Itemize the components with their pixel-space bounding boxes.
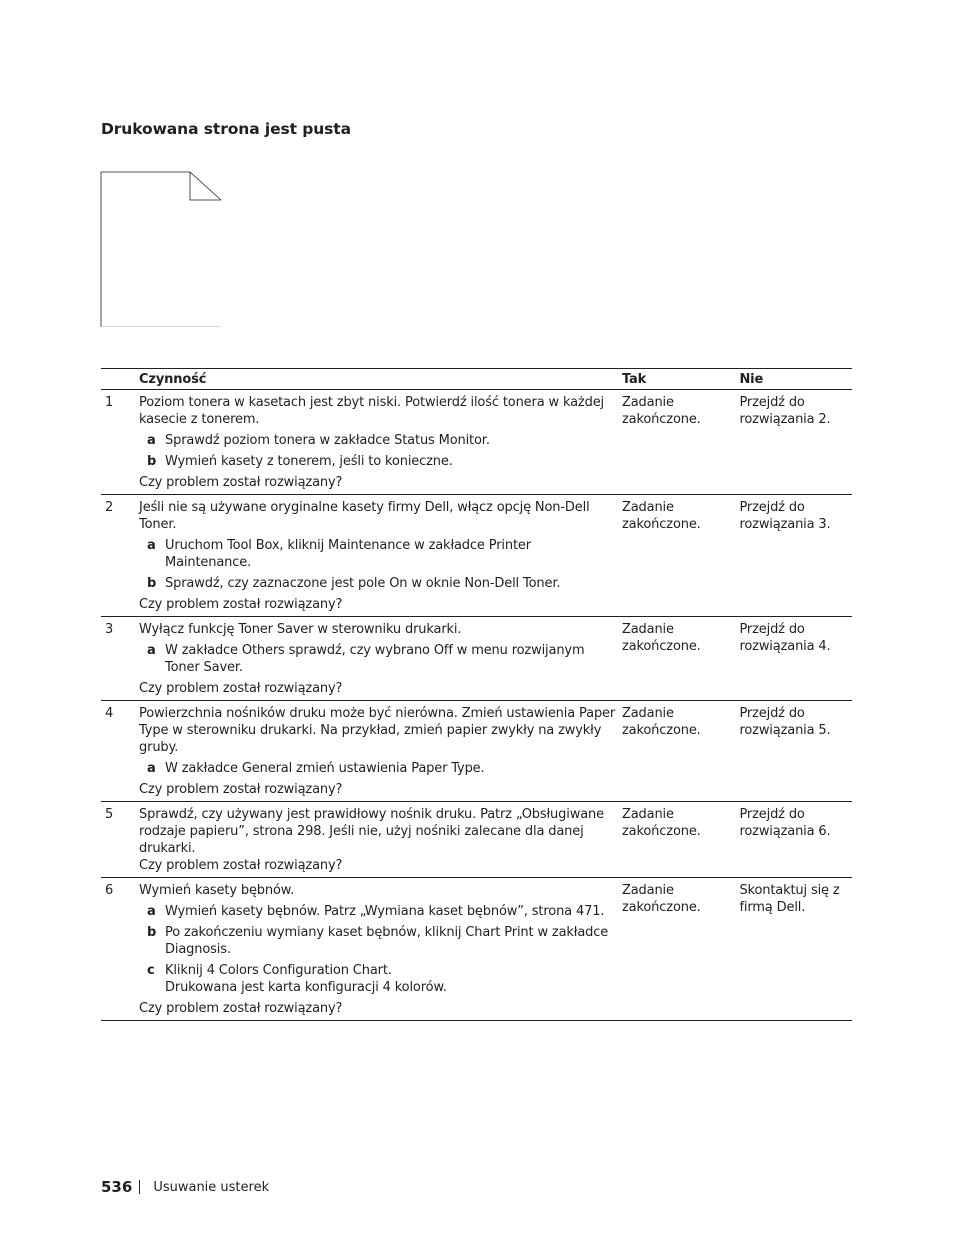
step bbox=[139, 575, 618, 592]
step bbox=[139, 903, 618, 920]
row-no: Przejdź do rozwiązania 5. bbox=[739, 701, 852, 802]
step-note: Drukowana jest karta konfiguracji 4 kolorów. bbox=[165, 980, 447, 995]
row-number: 1 bbox=[101, 390, 139, 495]
row-question: Czy problem został rozwiązany? bbox=[139, 782, 343, 797]
step-label: a bbox=[147, 643, 156, 658]
blank-page-illustration bbox=[100, 171, 224, 329]
row-no: Przejdź do rozwiązania 4. bbox=[739, 617, 852, 701]
row-action bbox=[139, 802, 622, 878]
step-label: a bbox=[147, 761, 156, 776]
step-text: W zakładce Others sprawdź, czy wybrano Off w menu rozwijanym Toner Saver. bbox=[165, 643, 585, 675]
table-row bbox=[101, 495, 852, 617]
step-label: b bbox=[147, 925, 157, 940]
step bbox=[139, 962, 618, 996]
page-number: 536 bbox=[101, 1178, 133, 1196]
footer-section: Usuwanie usterek bbox=[153, 1179, 270, 1195]
row-number: 2 bbox=[101, 495, 139, 617]
header-action: Czynność bbox=[139, 369, 622, 390]
row-intro: Wymień kasety bębnów. bbox=[139, 883, 295, 898]
footer-divider bbox=[139, 1180, 140, 1194]
step bbox=[139, 453, 618, 470]
step-text: Uruchom Tool Box, kliknij Maintenance w zakładce Printer Maintenance. bbox=[165, 538, 531, 570]
step bbox=[139, 924, 618, 958]
step-label: a bbox=[147, 904, 156, 919]
step-label: b bbox=[147, 454, 157, 469]
row-intro: Jeśli nie są używane oryginalne kasety firmy Dell, włącz opcję Non-Dell Toner. bbox=[139, 500, 590, 532]
row-action bbox=[139, 701, 622, 802]
header-no: Nie bbox=[739, 369, 852, 390]
row-number: 3 bbox=[101, 617, 139, 701]
row-number: 4 bbox=[101, 701, 139, 802]
row-question: Czy problem został rozwiązany? bbox=[139, 1001, 343, 1016]
row-yes: Zadanie zakończone. bbox=[622, 878, 739, 1021]
table-row bbox=[101, 878, 852, 1021]
row-intro: Wyłącz funkcję Toner Saver w sterowniku drukarki. bbox=[139, 622, 462, 637]
step-text: Po zakończeniu wymiany kaset bębnów, kliknij Chart Print w zakładce Diagnosis. bbox=[165, 925, 609, 957]
step bbox=[139, 642, 618, 676]
row-question: Czy problem został rozwiązany? bbox=[139, 858, 343, 873]
header-number bbox=[101, 369, 139, 390]
step-text-group bbox=[165, 962, 618, 996]
row-yes: Zadanie zakończone. bbox=[622, 390, 739, 495]
step-label: a bbox=[147, 538, 156, 553]
table-row bbox=[101, 617, 852, 701]
row-yes: Zadanie zakończone. bbox=[622, 617, 739, 701]
table-row bbox=[101, 802, 852, 878]
row-action bbox=[139, 495, 622, 617]
row-number: 5 bbox=[101, 802, 139, 878]
row-yes: Zadanie zakończone. bbox=[622, 495, 739, 617]
row-action bbox=[139, 878, 622, 1021]
page-footer bbox=[101, 1178, 269, 1196]
step bbox=[139, 760, 618, 777]
table-row bbox=[101, 701, 852, 802]
step-label: b bbox=[147, 576, 157, 591]
row-intro: Sprawdź, czy używany jest prawidłowy nośnik druku. Patrz „Obsługiwane rodzaje papieru”, strona 298. Jeśli nie, użyj nośniki zalecane dla danej drukarki. bbox=[139, 807, 604, 856]
row-number: 6 bbox=[101, 878, 139, 1021]
table-row bbox=[101, 390, 852, 495]
row-yes: Zadanie zakończone. bbox=[622, 701, 739, 802]
row-yes: Zadanie zakończone. bbox=[622, 802, 739, 878]
troubleshooting-table bbox=[101, 368, 852, 1021]
step-label: a bbox=[147, 433, 156, 448]
step-text: Wymień kasety z tonerem, jeśli to konieczne. bbox=[165, 454, 453, 469]
row-no: Przejdź do rozwiązania 6. bbox=[739, 802, 852, 878]
row-no: Przejdź do rozwiązania 3. bbox=[739, 495, 852, 617]
step-label: c bbox=[147, 963, 155, 978]
step bbox=[139, 432, 618, 449]
step-text: Wymień kasety bębnów. Patrz „Wymiana kaset bębnów”, strona 471. bbox=[165, 904, 605, 919]
step bbox=[139, 537, 618, 571]
step-text: Kliknij 4 Colors Configuration Chart. bbox=[165, 963, 392, 978]
header-yes: Tak bbox=[622, 369, 739, 390]
row-question: Czy problem został rozwiązany? bbox=[139, 681, 343, 696]
step-text: Sprawdź poziom tonera w zakładce Status Monitor. bbox=[165, 433, 490, 448]
step-text: Sprawdź, czy zaznaczone jest pole On w oknie Non-Dell Toner. bbox=[165, 576, 561, 591]
row-question: Czy problem został rozwiązany? bbox=[139, 597, 343, 612]
row-action bbox=[139, 617, 622, 701]
row-question: Czy problem został rozwiązany? bbox=[139, 475, 343, 490]
row-intro: Poziom tonera w kasetach jest zbyt niski. Potwierdź ilość tonera w każdej kasecie z tonerem. bbox=[139, 395, 605, 427]
table-header-row bbox=[101, 369, 852, 390]
row-no: Przejdź do rozwiązania 2. bbox=[739, 390, 852, 495]
step-text: W zakładce General zmień ustawienia Paper Type. bbox=[165, 761, 485, 776]
row-no: Skontaktuj się z firmą Dell. bbox=[739, 878, 852, 1021]
row-action bbox=[139, 390, 622, 495]
page-title: Drukowana strona jest pusta bbox=[101, 120, 351, 138]
row-intro: Powierzchnia nośników druku może być nierówna. Zmień ustawienia Paper Type w sterowniku drukarki. Na przykład, zmień papier zwykły na zwykły gruby. bbox=[139, 706, 616, 755]
